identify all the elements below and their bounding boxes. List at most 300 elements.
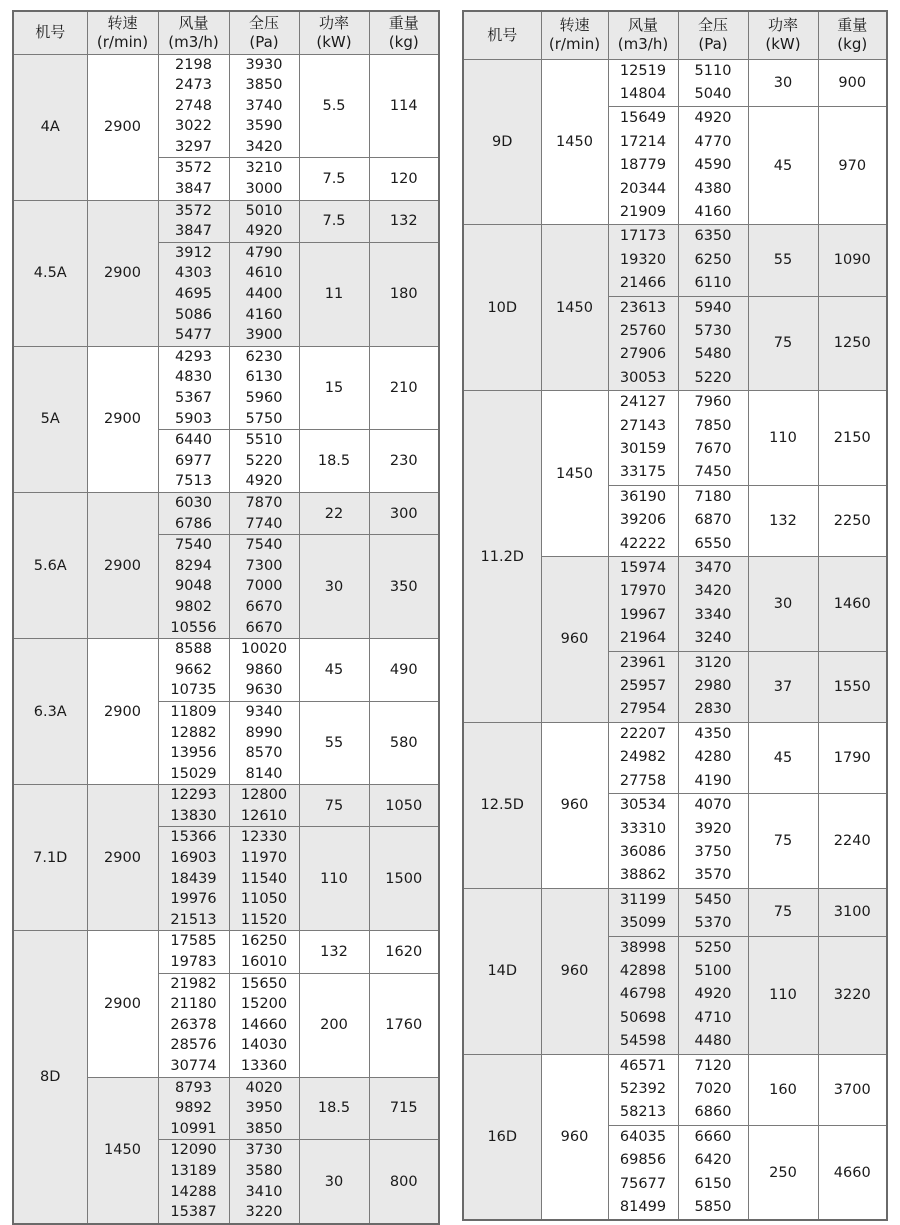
weight-cell: 1760 [369, 973, 439, 1077]
airflow-value: 7513 [175, 473, 212, 490]
pressure-value: 4160 [694, 203, 732, 220]
pressure-value: 12800 [240, 787, 288, 804]
pressure-value: 12330 [240, 829, 288, 846]
airflow-value: 12090 [170, 1142, 217, 1159]
pressure-cell [678, 1125, 748, 1220]
speed-cell: 1450 [87, 1077, 158, 1224]
pressure-value: 12610 [240, 807, 288, 824]
pressure-cell [678, 59, 748, 107]
pressure-value: 4920 [245, 223, 283, 240]
model-number-cell: 14D [463, 888, 541, 1054]
pressure-value: 16250 [240, 933, 288, 950]
pressure-cell [678, 225, 748, 296]
airflow-value: 3297 [175, 138, 212, 155]
airflow-cell [608, 722, 678, 793]
airflow-cell [158, 430, 229, 493]
airflow-value: 6977 [175, 452, 212, 469]
pressure-value: 8990 [245, 724, 283, 741]
airflow-value: 3912 [175, 244, 212, 261]
pressure-value: 5480 [694, 346, 732, 363]
airflow-value: 12293 [170, 787, 217, 804]
airflow-value: 8588 [175, 641, 212, 658]
pressure-cell [678, 557, 748, 652]
airflow-value: 27758 [619, 772, 667, 789]
weight-cell: 1050 [369, 785, 439, 827]
airflow-value: 21909 [619, 203, 667, 220]
weight-cell: 490 [369, 639, 439, 702]
pressure-value: 3730 [245, 1142, 283, 1159]
pressure-value: 4920 [694, 110, 732, 127]
airflow-value: 8294 [175, 557, 212, 574]
pressure-value: 13360 [240, 1058, 288, 1074]
speed-cell: 960 [541, 557, 608, 723]
airflow-value: 30053 [619, 369, 667, 386]
airflow-cell [158, 54, 229, 158]
pressure-value: 3240 [694, 630, 732, 647]
pressure-value: 5250 [694, 939, 732, 956]
airflow-cell [158, 973, 229, 1077]
header-weight: 重量 (kg) [369, 11, 439, 54]
power-cell: 110 [748, 391, 818, 486]
airflow-cell [608, 1125, 678, 1220]
airflow-cell [158, 639, 229, 702]
model-number-cell: 4.5A [13, 200, 87, 346]
pressure-cell [678, 485, 748, 556]
airflow-value: 5477 [175, 327, 212, 344]
airflow-value: 21964 [619, 630, 667, 647]
weight-cell: 1550 [818, 651, 887, 722]
table-row [13, 785, 439, 827]
pressure-value: 3850 [245, 1120, 283, 1137]
pressure-value: 4070 [694, 797, 732, 814]
pressure-cell [229, 701, 299, 784]
weight-cell: 3220 [818, 936, 887, 1054]
airflow-value: 81499 [619, 1199, 667, 1215]
airflow-cell [158, 242, 229, 346]
airflow-value: 9662 [175, 661, 212, 678]
airflow-value: 3847 [175, 181, 212, 198]
airflow-value: 25957 [619, 678, 667, 695]
pressure-cell [678, 794, 748, 889]
pressure-value: 5370 [694, 915, 732, 932]
airflow-value: 38862 [619, 867, 667, 884]
airflow-cell [158, 701, 229, 784]
airflow-value: 27906 [619, 346, 667, 363]
airflow-value: 64035 [619, 1128, 667, 1145]
pressure-value: 5960 [245, 390, 283, 406]
airflow-value: 6030 [175, 494, 212, 511]
pressure-value: 5010 [245, 202, 283, 219]
weight-cell: 2250 [818, 485, 887, 556]
speed-cell: 1450 [541, 391, 608, 557]
pressure-value: 4920 [694, 986, 732, 1003]
airflow-value: 5367 [175, 390, 212, 406]
pressure-value: 9860 [245, 661, 283, 678]
airflow-cell [158, 931, 229, 973]
pressure-value: 7870 [245, 494, 283, 511]
airflow-value: 52392 [619, 1080, 667, 1097]
pressure-value: 5220 [245, 452, 283, 469]
power-cell: 18.5 [299, 1077, 369, 1140]
model-number-cell: 11.2D [463, 391, 541, 723]
weight-cell: 114 [369, 54, 439, 158]
pressure-value: 3340 [694, 606, 732, 623]
airflow-value: 5903 [175, 410, 212, 427]
speed-cell: 1450 [541, 225, 608, 391]
airflow-value: 26378 [170, 1016, 217, 1033]
speed-cell: 960 [541, 888, 608, 1054]
pressure-value: 5750 [245, 410, 283, 427]
table-body [13, 54, 439, 1224]
pressure-cell [678, 1054, 748, 1125]
weight-cell: 2150 [818, 391, 887, 486]
table-row [463, 59, 887, 107]
pressure-value: 2980 [694, 678, 732, 695]
power-cell: 75 [299, 785, 369, 827]
airflow-value: 42898 [619, 962, 667, 979]
pressure-cell [229, 973, 299, 1077]
weight-cell: 715 [369, 1077, 439, 1140]
pressure-value: 6350 [694, 228, 732, 245]
pressure-cell [678, 722, 748, 793]
power-cell: 7.5 [299, 158, 369, 200]
pressure-value: 5220 [694, 369, 732, 386]
airflow-value: 8793 [175, 1079, 212, 1096]
airflow-value: 10735 [170, 682, 217, 699]
airflow-value: 3847 [175, 223, 212, 240]
speed-cell: 2900 [87, 346, 158, 492]
pressure-value: 3570 [694, 867, 732, 884]
speed-cell: 960 [541, 1054, 608, 1220]
model-number-cell: 4A [13, 54, 87, 200]
model-number-cell: 8D [13, 931, 87, 1224]
pressure-value: 6670 [245, 598, 283, 615]
header-power: 功率 (kW) [748, 11, 818, 59]
header-power: 功率 (kW) [299, 11, 369, 54]
pressure-value: 5730 [694, 322, 732, 339]
airflow-value: 9048 [175, 578, 212, 595]
airflow-value: 15649 [619, 110, 667, 127]
airflow-value: 27954 [619, 701, 667, 718]
airflow-value: 3572 [175, 202, 212, 219]
airflow-value: 10991 [170, 1120, 217, 1137]
pressure-value: 3420 [245, 138, 283, 155]
table-row [463, 225, 887, 296]
pressure-value: 6870 [694, 512, 732, 529]
model-number-cell: 16D [463, 1054, 541, 1220]
airflow-value: 2748 [175, 97, 212, 114]
table-row [463, 1054, 887, 1125]
weight-cell: 2240 [818, 794, 887, 889]
pressure-cell [229, 242, 299, 346]
weight-cell: 1620 [369, 931, 439, 973]
airflow-value: 21513 [170, 911, 217, 928]
speed-cell: 2900 [87, 785, 158, 931]
airflow-cell [608, 485, 678, 556]
pressure-cell [678, 296, 748, 391]
airflow-value: 31199 [619, 891, 667, 908]
airflow-value: 18779 [619, 157, 667, 174]
airflow-value: 21982 [170, 975, 217, 992]
pressure-value: 4160 [245, 306, 283, 323]
weight-cell: 3700 [818, 1054, 887, 1125]
header-weight: 重量 (kg) [818, 11, 887, 59]
pressure-value: 10020 [240, 641, 288, 658]
power-cell: 250 [748, 1125, 818, 1220]
speed-cell: 2900 [87, 639, 158, 785]
weight-cell: 970 [818, 107, 887, 225]
pressure-value: 7670 [694, 441, 732, 457]
pressure-value: 3580 [245, 1162, 283, 1179]
airflow-cell [158, 158, 229, 200]
pressure-value: 3900 [245, 327, 283, 344]
airflow-value: 36190 [619, 488, 667, 505]
airflow-value: 54598 [619, 1033, 667, 1050]
power-cell: 5.5 [299, 54, 369, 158]
airflow-value: 30774 [170, 1058, 217, 1074]
airflow-value: 6786 [175, 515, 212, 532]
airflow-value: 58213 [619, 1104, 667, 1121]
pressure-cell [229, 200, 299, 242]
airflow-cell [608, 888, 678, 936]
pressure-cell [678, 107, 748, 225]
pressure-value: 3950 [245, 1100, 283, 1117]
weight-cell: 900 [818, 59, 887, 107]
table-row [463, 888, 887, 936]
airflow-value: 13189 [170, 1162, 217, 1179]
power-cell: 7.5 [299, 200, 369, 242]
pressure-value: 7120 [694, 1057, 732, 1074]
pressure-value: 3920 [694, 820, 732, 837]
pressure-value: 11540 [240, 870, 288, 887]
weight-cell: 1250 [818, 296, 887, 391]
airflow-value: 3572 [175, 160, 212, 177]
airflow-value: 30534 [619, 797, 667, 814]
airflow-value: 19783 [170, 954, 217, 971]
power-cell: 37 [748, 651, 818, 722]
airflow-value: 4830 [175, 369, 212, 386]
model-number-cell: 5A [13, 346, 87, 492]
power-cell: 18.5 [299, 430, 369, 493]
pressure-value: 4710 [694, 1009, 732, 1026]
airflow-value: 33310 [619, 820, 667, 837]
speed-cell: 1450 [541, 59, 608, 225]
airflow-value: 4293 [175, 348, 212, 365]
airflow-value: 75677 [619, 1175, 667, 1192]
power-cell: 15 [299, 346, 369, 429]
airflow-value: 2473 [175, 77, 212, 94]
pressure-value: 5940 [694, 299, 732, 316]
airflow-value: 3022 [175, 118, 212, 135]
pressure-value: 5850 [694, 1199, 732, 1215]
power-cell: 75 [748, 794, 818, 889]
pressure-value: 7960 [694, 394, 732, 411]
pressure-value: 3220 [245, 1204, 283, 1221]
table-row [13, 200, 439, 242]
power-cell: 110 [748, 936, 818, 1054]
pressure-value: 7740 [245, 515, 283, 532]
pressure-value: 3470 [694, 560, 732, 577]
pressure-value: 3120 [694, 654, 732, 671]
weight-cell: 230 [369, 430, 439, 493]
airflow-value: 10556 [170, 619, 217, 636]
airflow-cell [158, 1077, 229, 1140]
airflow-cell [608, 936, 678, 1054]
airflow-cell [158, 785, 229, 827]
table-row [463, 391, 887, 486]
pressure-value: 9630 [245, 682, 283, 699]
airflow-cell [158, 535, 229, 639]
header-speed: 转速 (r/min) [541, 11, 608, 59]
header-airflow: 风量 (m3/h) [158, 11, 229, 54]
weight-cell: 1460 [818, 557, 887, 652]
airflow-value: 12519 [619, 62, 667, 79]
table-row [13, 346, 439, 429]
table-row [463, 722, 887, 793]
pressure-value: 6150 [694, 1175, 732, 1192]
airflow-value: 19320 [619, 251, 667, 268]
power-cell: 30 [748, 557, 818, 652]
fan-spec-table-left [12, 10, 440, 1225]
pressure-cell [229, 158, 299, 200]
airflow-value: 36086 [619, 843, 667, 860]
airflow-value: 9802 [175, 598, 212, 615]
header-pressure: 全压 (Pa) [678, 11, 748, 59]
airflow-value: 6440 [175, 432, 212, 449]
pressure-value: 8140 [245, 765, 283, 782]
airflow-value: 4695 [175, 286, 212, 303]
pressure-value: 6660 [694, 1128, 732, 1145]
airflow-cell [158, 200, 229, 242]
weight-cell: 350 [369, 535, 439, 639]
airflow-value: 35099 [619, 915, 667, 932]
pressure-value: 3740 [245, 97, 283, 114]
airflow-value: 21466 [619, 275, 667, 292]
pressure-value: 4590 [694, 157, 732, 174]
airflow-cell [608, 557, 678, 652]
header-row [463, 11, 887, 59]
speed-cell: 2900 [87, 492, 158, 638]
airflow-value: 50698 [619, 1009, 667, 1026]
power-cell: 45 [748, 722, 818, 793]
airflow-value: 18439 [170, 870, 217, 887]
airflow-value: 12882 [170, 724, 217, 741]
pressure-value: 11970 [240, 850, 288, 867]
pressure-value: 5110 [694, 62, 732, 79]
airflow-value: 7540 [175, 537, 212, 554]
weight-cell: 3100 [818, 888, 887, 936]
power-cell: 30 [748, 59, 818, 107]
speed-cell: 960 [541, 722, 608, 888]
pressure-value: 6550 [694, 535, 732, 552]
weight-cell: 1790 [818, 722, 887, 793]
airflow-value: 2198 [175, 56, 212, 73]
pressure-value: 4480 [694, 1033, 732, 1050]
pressure-value: 3590 [245, 118, 283, 135]
pressure-value: 2830 [694, 701, 732, 718]
power-cell: 55 [748, 225, 818, 296]
pressure-value: 6420 [694, 1152, 732, 1169]
pressure-value: 5100 [694, 962, 732, 979]
pressure-value: 5040 [694, 85, 732, 102]
airflow-value: 17214 [619, 133, 667, 150]
pressure-value: 6230 [245, 348, 283, 365]
airflow-cell [158, 1140, 229, 1224]
airflow-cell [608, 59, 678, 107]
airflow-value: 15387 [170, 1204, 217, 1221]
airflow-value: 16903 [170, 850, 217, 867]
airflow-value: 30159 [619, 441, 667, 457]
weight-cell: 210 [369, 346, 439, 429]
pressure-value: 4350 [694, 725, 732, 742]
airflow-value: 23961 [619, 654, 667, 671]
airflow-value: 39206 [619, 512, 667, 529]
airflow-value: 4303 [175, 265, 212, 282]
pressure-cell [678, 651, 748, 722]
airflow-value: 46571 [619, 1057, 667, 1074]
table-row [13, 492, 439, 534]
airflow-value: 15029 [170, 765, 217, 782]
pressure-value: 4790 [245, 244, 283, 261]
weight-cell: 180 [369, 242, 439, 346]
airflow-value: 42222 [619, 535, 667, 552]
airflow-value: 20344 [619, 180, 667, 197]
pressure-value: 4280 [694, 749, 732, 766]
airflow-value: 28576 [170, 1037, 217, 1054]
airflow-value: 15366 [170, 829, 217, 846]
pressure-value: 4400 [245, 286, 283, 303]
pressure-value: 4190 [694, 772, 732, 789]
table-row [13, 639, 439, 702]
airflow-value: 24127 [619, 394, 667, 411]
power-cell: 22 [299, 492, 369, 534]
fan-spec-table-right [462, 10, 888, 1221]
airflow-value: 69856 [619, 1152, 667, 1169]
airflow-value: 15974 [619, 560, 667, 577]
table-row [13, 931, 439, 973]
pressure-cell [229, 346, 299, 429]
power-cell: 160 [748, 1054, 818, 1125]
airflow-cell [608, 296, 678, 391]
model-number-cell: 9D [463, 59, 541, 225]
pressure-value: 6860 [694, 1104, 732, 1121]
airflow-value: 46798 [619, 986, 667, 1003]
header-airflow: 风量 (m3/h) [608, 11, 678, 59]
airflow-value: 21180 [170, 996, 217, 1013]
pressure-cell [229, 639, 299, 702]
pressure-value: 9340 [245, 703, 283, 720]
table-row [13, 54, 439, 158]
model-number-cell: 7.1D [13, 785, 87, 931]
header-row [13, 11, 439, 54]
pressure-value: 7180 [694, 488, 732, 505]
pressure-cell [229, 535, 299, 639]
weight-cell: 1500 [369, 827, 439, 931]
weight-cell: 300 [369, 492, 439, 534]
pressure-cell [229, 430, 299, 493]
pressure-value: 7540 [245, 537, 283, 554]
pressure-cell [229, 827, 299, 931]
airflow-value: 38998 [619, 939, 667, 956]
airflow-value: 25760 [619, 322, 667, 339]
power-cell: 45 [748, 107, 818, 225]
pressure-value: 16010 [240, 954, 288, 971]
pressure-cell [678, 391, 748, 486]
pressure-value: 3210 [245, 160, 283, 177]
airflow-cell [158, 827, 229, 931]
pressure-value: 11050 [240, 891, 288, 908]
header-model: 机号 [13, 11, 87, 54]
